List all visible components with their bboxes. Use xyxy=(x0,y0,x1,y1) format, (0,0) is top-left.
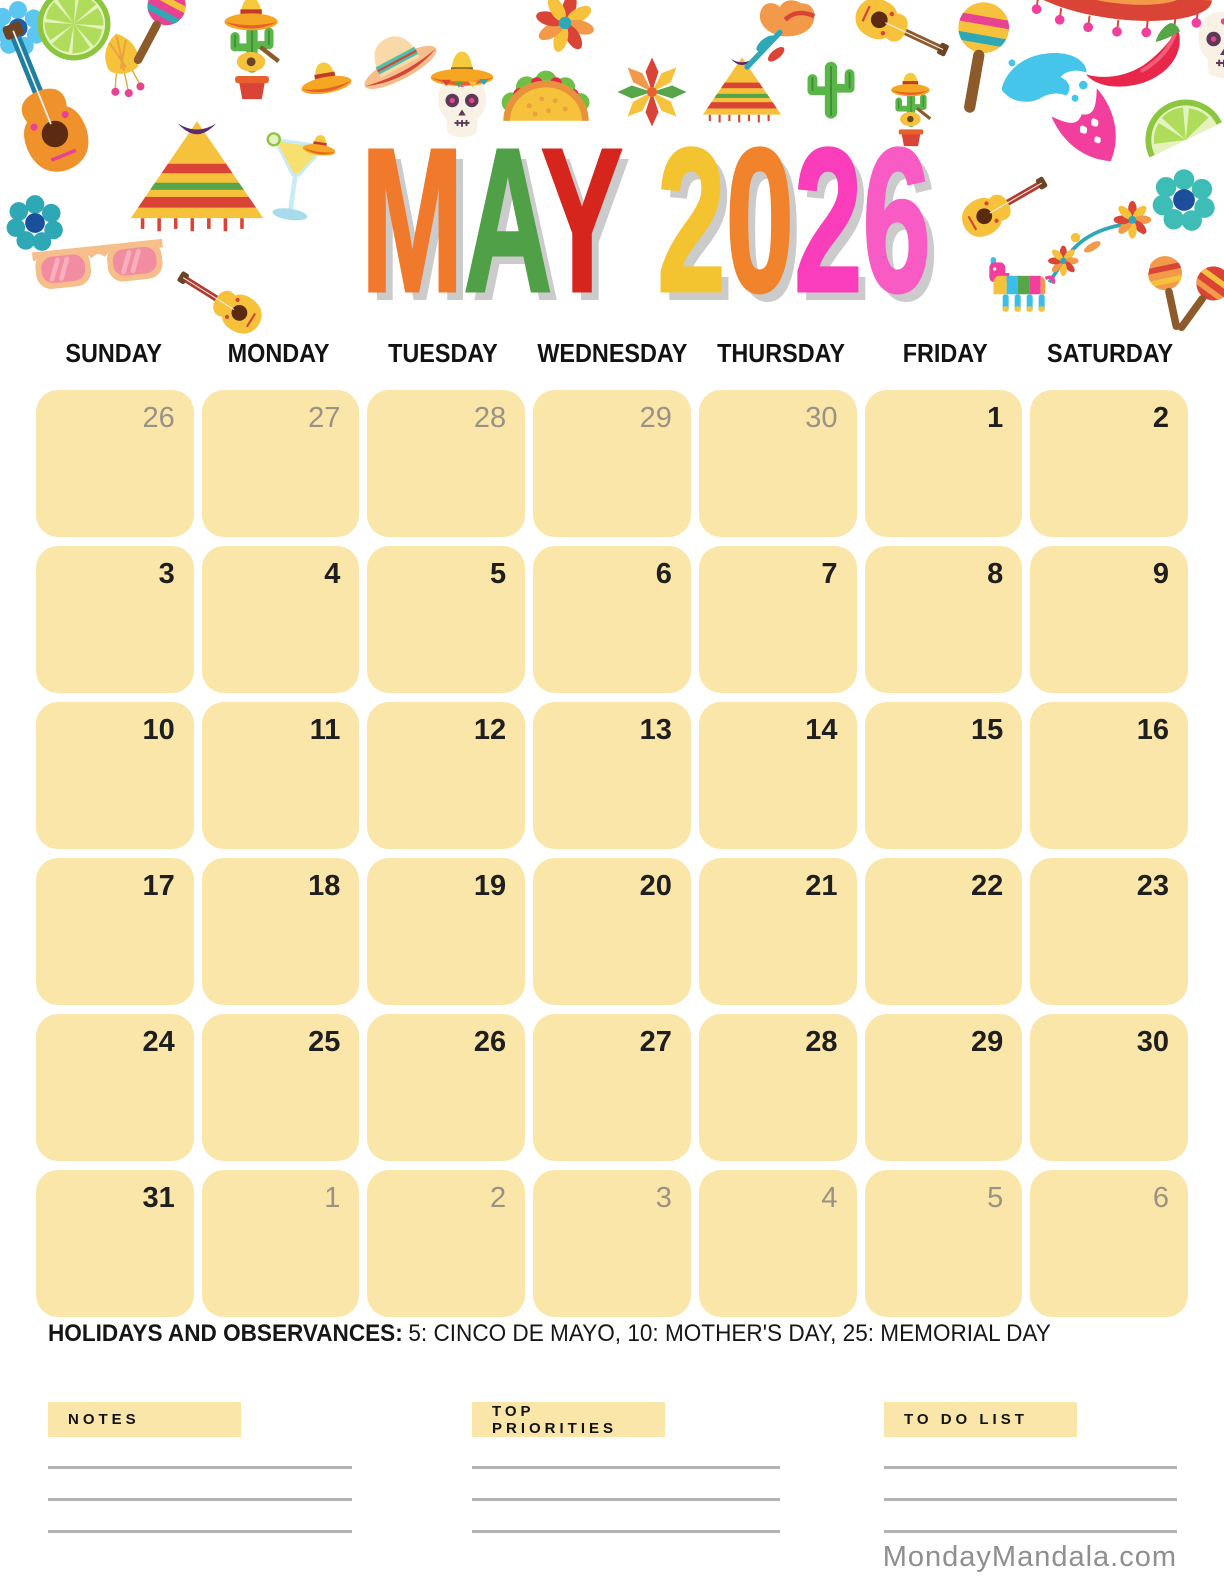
day-cell xyxy=(533,546,691,693)
section-label: TOP PRIORITIES xyxy=(492,1402,618,1437)
day-number: 29 xyxy=(971,1026,1004,1058)
day-cell xyxy=(699,858,857,1005)
day-number: 30 xyxy=(805,402,838,434)
day-cell xyxy=(1030,390,1188,537)
weekday-tuesday xyxy=(364,336,520,370)
weekday-sunday xyxy=(36,336,192,370)
day-number: 31 xyxy=(142,1182,175,1214)
day-cell xyxy=(1030,702,1188,849)
day-cell xyxy=(202,702,360,849)
title-letter: 2 xyxy=(794,106,863,335)
holidays-text: 5: CINCO DE MAYO, 10: MOTHER'S DAY, 25: MEMORIAL DAY xyxy=(408,1320,1051,1347)
day-number: 11 xyxy=(309,714,341,746)
weekday-monday xyxy=(200,336,356,370)
day-number: 29 xyxy=(639,402,672,434)
section-label-box xyxy=(48,1402,241,1437)
site-credit: MondayMandala.com xyxy=(882,1541,1177,1573)
mariachi-cactus-icon xyxy=(212,0,292,110)
day-cell xyxy=(865,858,1023,1005)
day-number: 28 xyxy=(473,402,507,434)
section-to-do-list xyxy=(884,1402,1177,1533)
day-cell xyxy=(533,1014,691,1161)
day-cell xyxy=(36,1014,194,1161)
day-number: 23 xyxy=(1136,870,1169,902)
section-top-priorities xyxy=(472,1402,780,1533)
day-number: 19 xyxy=(473,870,507,902)
weekday-header-row xyxy=(36,336,1188,370)
title-letter: 6 xyxy=(862,106,931,335)
day-cell xyxy=(865,390,1023,537)
weekday-thursday xyxy=(703,336,859,370)
ruled-line xyxy=(884,1498,1177,1501)
day-cell-other-month xyxy=(367,390,525,537)
day-cell xyxy=(367,1014,525,1161)
day-number: 3 xyxy=(158,558,175,590)
day-cell xyxy=(36,702,194,849)
day-cell-other-month xyxy=(533,390,691,537)
weekday-wednesday xyxy=(529,336,696,370)
day-number: 20 xyxy=(639,870,672,902)
ruled-line xyxy=(884,1466,1177,1469)
day-number: 6 xyxy=(655,558,672,590)
day-number: 30 xyxy=(1136,1026,1169,1058)
day-cell-other-month xyxy=(1030,1170,1188,1317)
day-number: 6 xyxy=(1152,1182,1169,1214)
weekday-label: TUESDAY xyxy=(387,338,498,368)
title-space xyxy=(623,106,657,335)
day-cell-other-month xyxy=(865,1170,1023,1317)
day-cell xyxy=(699,546,857,693)
day-cell xyxy=(367,546,525,693)
day-number: 2 xyxy=(1152,402,1169,434)
day-number: 12 xyxy=(473,714,507,746)
day-cell xyxy=(699,1014,857,1161)
section-notes xyxy=(48,1402,352,1533)
day-cell-other-month xyxy=(202,1170,360,1317)
section-label-box xyxy=(884,1402,1077,1437)
day-number: 26 xyxy=(142,402,175,434)
day-number: 5 xyxy=(987,1182,1004,1214)
weekday-label: WEDNESDAY xyxy=(537,338,687,368)
multicolor-flower-icon xyxy=(524,0,606,62)
weekday-friday xyxy=(868,336,1024,370)
month-title xyxy=(0,106,1224,335)
day-cell-other-month xyxy=(699,1170,857,1317)
day-number: 1 xyxy=(987,402,1004,434)
day-cell-other-month xyxy=(699,390,857,537)
bottom-sections xyxy=(0,1402,1224,1547)
day-number: 28 xyxy=(805,1026,838,1058)
day-number: 10 xyxy=(142,714,175,746)
holidays-line xyxy=(48,1320,1051,1348)
ruled-line xyxy=(48,1530,352,1533)
day-cell-other-month xyxy=(533,1170,691,1317)
day-number: 2 xyxy=(490,1182,507,1214)
day-cell xyxy=(367,858,525,1005)
day-number: 25 xyxy=(308,1026,341,1058)
title-letter: A xyxy=(463,106,542,335)
title-letter: Y xyxy=(541,106,624,335)
title-letter: 2 xyxy=(657,106,726,335)
weekday-label: THURSDAY xyxy=(717,338,846,368)
day-number: 24 xyxy=(142,1026,175,1058)
title-letter: M xyxy=(361,106,464,335)
day-number: 3 xyxy=(655,1182,672,1214)
day-number: 17 xyxy=(142,870,175,902)
day-cell xyxy=(202,858,360,1005)
day-cell-other-month xyxy=(36,390,194,537)
day-number: 15 xyxy=(971,714,1004,746)
day-cell xyxy=(865,1014,1023,1161)
day-cell xyxy=(533,702,691,849)
ruled-line xyxy=(472,1466,780,1469)
day-cell-other-month xyxy=(202,390,360,537)
section-label-box xyxy=(472,1402,665,1437)
day-number: 27 xyxy=(308,402,341,434)
day-number: 1 xyxy=(324,1182,341,1214)
day-cell xyxy=(1030,546,1188,693)
day-number: 18 xyxy=(308,870,341,902)
weekday-saturday xyxy=(1032,336,1188,370)
weekday-label: FRIDAY xyxy=(903,338,989,368)
calendar-grid xyxy=(36,390,1188,1317)
day-number: 5 xyxy=(490,558,507,590)
day-number: 8 xyxy=(987,558,1004,590)
day-number: 14 xyxy=(805,714,838,746)
sugar-skull-icon xyxy=(1192,8,1224,86)
day-cell xyxy=(1030,1014,1188,1161)
day-number: 4 xyxy=(324,558,341,590)
day-number: 21 xyxy=(805,870,838,902)
ruled-line xyxy=(472,1498,780,1501)
title-letter: 0 xyxy=(725,106,795,335)
day-cell xyxy=(202,1014,360,1161)
ruled-line xyxy=(884,1530,1177,1533)
day-cell xyxy=(1030,858,1188,1005)
day-cell xyxy=(36,546,194,693)
day-number: 4 xyxy=(821,1182,838,1214)
weekday-label: SATURDAY xyxy=(1046,338,1173,368)
weekday-label: MONDAY xyxy=(227,338,330,368)
day-cell xyxy=(36,858,194,1005)
section-label: TO DO LIST xyxy=(904,1411,1028,1428)
day-number: 9 xyxy=(1152,558,1169,590)
header-banner xyxy=(0,0,1224,335)
day-cell xyxy=(202,546,360,693)
section-label: NOTES xyxy=(68,1411,140,1428)
day-number: 13 xyxy=(639,714,672,746)
day-number: 22 xyxy=(971,870,1004,902)
day-cell xyxy=(367,702,525,849)
day-cell xyxy=(865,702,1023,849)
day-number: 16 xyxy=(1136,714,1169,746)
day-number: 7 xyxy=(821,558,838,590)
day-cell-other-month xyxy=(367,1170,525,1317)
ruled-line xyxy=(472,1530,780,1533)
holidays-label: HOLIDAYS AND OBSERVANCES: xyxy=(48,1320,403,1347)
weekday-label: SUNDAY xyxy=(65,338,163,368)
ruled-line xyxy=(48,1466,352,1469)
day-cell xyxy=(533,858,691,1005)
day-cell xyxy=(865,546,1023,693)
day-cell xyxy=(699,702,857,849)
ruled-line xyxy=(48,1498,352,1501)
small-sombrero-icon xyxy=(295,52,355,103)
day-cell xyxy=(36,1170,194,1317)
day-number: 27 xyxy=(639,1026,672,1058)
day-number: 26 xyxy=(473,1026,507,1058)
